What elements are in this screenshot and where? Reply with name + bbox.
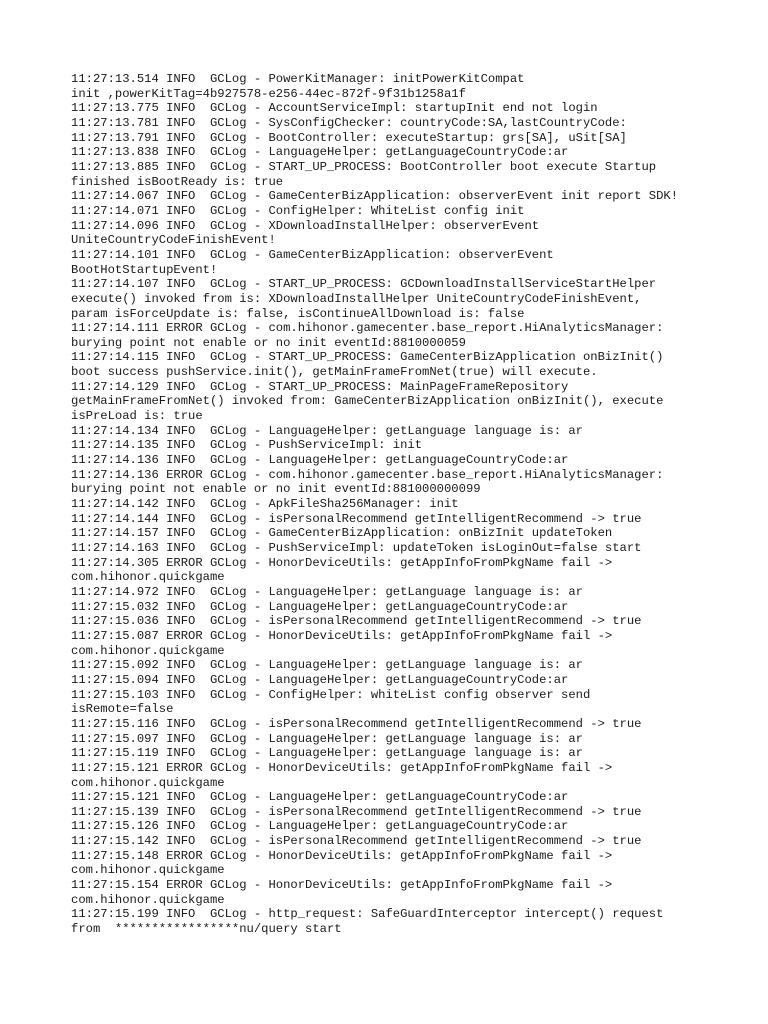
log-line: 11:27:14.144 INFO GCLog - isPersonalRecommend getIntelligentRecommend -> true bbox=[71, 511, 642, 526]
log-line: 11:27:14.157 INFO GCLog - GameCenterBizApplication: onBizInit updateToken bbox=[71, 526, 613, 541]
log-line: 11:27:15.126 INFO GCLog - LanguageHelper: getLanguageCountryCode:ar bbox=[71, 819, 569, 834]
log-line: 11:27:15.119 INFO GCLog - LanguageHelper: getLanguage language is: ar bbox=[71, 746, 583, 761]
log-line: 11:27:14.096 INFO GCLog - XDownloadInstallHelper: observerEvent bbox=[71, 218, 540, 233]
log-line: init ,powerKitTag=4b927578-e256-44ec-872f-9f31b1258a1f bbox=[71, 86, 466, 101]
log-line: 11:27:14.115 INFO GCLog - START_UP_PROCESS: GameCenterBizApplication onBizInit() bbox=[71, 350, 664, 365]
log-line: 11:27:14.101 INFO GCLog - GameCenterBizApplication: observerEvent bbox=[71, 247, 554, 262]
log-line: 11:27:14.135 INFO GCLog - PushServiceImpl: init bbox=[71, 438, 423, 453]
log-line: from *****************nu/query start bbox=[71, 922, 342, 937]
log-line: 11:27:14.163 INFO GCLog - PushServiceImpl: updateToken isLoginOut=false start bbox=[71, 541, 642, 555]
log-line: 11:27:14.111 ERROR GCLog - com.hihonor.gamecenter.base_report.HiAnalyticsManager: bbox=[71, 321, 664, 336]
log-line: 11:27:13.791 INFO GCLog - BootController: executeStartup: grs[SA], uSit[SA] bbox=[71, 130, 627, 145]
log-line: 11:27:15.148 ERROR GCLog - HonorDeviceUtils: getAppInfoFromPkgName fail -> bbox=[71, 848, 613, 863]
log-line: 11:27:14.071 INFO GCLog - ConfigHelper: WhiteList config init bbox=[71, 203, 525, 218]
log-line: execute() invoked from is: XDownloadInstallHelper UniteCountryCodeFinishEvent, bbox=[71, 291, 642, 306]
log-line: isRemote=false bbox=[71, 702, 174, 717]
log-line: param isForceUpdate is: false, isContinueAllDownload is: false bbox=[71, 306, 525, 321]
log-line: 11:27:15.094 INFO GCLog - LanguageHelper: getLanguageCountryCode:ar bbox=[71, 672, 569, 687]
log-line: 11:27:13.838 INFO GCLog - LanguageHelper: getLanguageCountryCode:ar bbox=[71, 145, 569, 160]
log-line: 11:27:14.129 INFO GCLog - START_UP_PROCESS: MainPageFrameRepository bbox=[71, 379, 569, 394]
log-line: com.hihonor.quickgame bbox=[71, 775, 225, 790]
log-line: burying point not enable or no init eventId:881000000099 bbox=[71, 482, 481, 497]
log-line: 11:27:15.154 ERROR GCLog - HonorDeviceUtils: getAppInfoFromPkgName fail -> bbox=[71, 878, 613, 893]
log-line: 11:27:15.032 INFO GCLog - LanguageHelper: getLanguageCountryCode:ar bbox=[71, 599, 569, 614]
log-line: 11:27:15.092 INFO GCLog - LanguageHelper: getLanguage language is: ar bbox=[71, 658, 583, 673]
log-line: 11:27:14.136 ERROR GCLog - com.hihonor.gamecenter.base_report.HiAnalyticsManager: bbox=[71, 467, 664, 482]
log-line: 11:27:15.142 INFO GCLog - isPersonalRecommend getIntelligentRecommend -> true bbox=[71, 834, 642, 849]
log-line: 11:27:15.121 ERROR GCLog - HonorDeviceUtils: getAppInfoFromPkgName fail -> bbox=[71, 760, 613, 775]
log-line: 11:27:15.087 ERROR GCLog - HonorDeviceUtils: getAppInfoFromPkgName fail -> bbox=[71, 628, 613, 643]
log-line: 11:27:13.514 INFO GCLog - PowerKitManager: initPowerKitCompat bbox=[71, 72, 525, 86]
log-line: isPreLoad is: true bbox=[71, 409, 203, 424]
log-line: 11:27:13.885 INFO GCLog - START_UP_PROCESS: BootController boot execute Startup bbox=[71, 159, 657, 174]
log-line: UniteCountryCodeFinishEvent! bbox=[71, 233, 276, 248]
log-line: 11:27:15.121 INFO GCLog - LanguageHelper: getLanguageCountryCode:ar bbox=[71, 790, 569, 805]
log-line: 11:27:14.305 ERROR GCLog - HonorDeviceUtils: getAppInfoFromPkgName fail -> bbox=[71, 555, 613, 570]
log-line: com.hihonor.quickgame bbox=[71, 643, 225, 658]
log-line: 11:27:14.067 INFO GCLog - GameCenterBizApplication: observerEvent init report SDK! bbox=[71, 189, 679, 204]
log-line: 11:27:14.142 INFO GCLog - ApkFileSha256Manager: init bbox=[71, 497, 459, 512]
log-line: 11:27:15.036 INFO GCLog - isPersonalRecommend getIntelligentRecommend -> true bbox=[71, 614, 642, 629]
log-line: 11:27:13.781 INFO GCLog - SysConfigChecker: countryCode:SA,lastCountryCode: bbox=[71, 115, 627, 130]
log-line: 11:27:13.775 INFO GCLog - AccountServiceImpl: startupInit end not login bbox=[71, 101, 598, 116]
log-line: 11:27:15.097 INFO GCLog - LanguageHelper: getLanguage language is: ar bbox=[71, 731, 583, 746]
log-document bbox=[71, 72, 751, 937]
log-line: 11:27:15.103 INFO GCLog - ConfigHelper: whiteList config observer send bbox=[71, 687, 591, 702]
log-line: 11:27:15.199 INFO GCLog - http_request: SafeGuardInterceptor intercept() request bbox=[71, 907, 664, 922]
log-line: 11:27:14.972 INFO GCLog - LanguageHelper: getLanguage language is: ar bbox=[71, 584, 583, 599]
log-line: com.hihonor.quickgame bbox=[71, 863, 225, 878]
log-line: finished isBootReady is: true bbox=[71, 174, 284, 189]
log-line: 11:27:14.136 INFO GCLog - LanguageHelper: getLanguageCountryCode:ar bbox=[71, 453, 569, 468]
log-line: com.hihonor.quickgame bbox=[71, 892, 225, 907]
log-line: 11:27:15.139 INFO GCLog - isPersonalRecommend getIntelligentRecommend -> true bbox=[71, 804, 642, 819]
log-line: 11:27:14.134 INFO GCLog - LanguageHelper: getLanguage language is: ar bbox=[71, 423, 583, 438]
log-line: 11:27:15.116 INFO GCLog - isPersonalRecommend getIntelligentRecommend -> true bbox=[71, 716, 642, 731]
log-line: getMainFrameFromNet() invoked from: GameCenterBizApplication onBizInit(), execute bbox=[71, 394, 664, 409]
log-line: BootHotStartupEvent! bbox=[71, 262, 218, 277]
log-line: com.hihonor.quickgame bbox=[71, 570, 225, 585]
log-line: boot success pushService.init(), getMainFrameFromNet(true) will execute. bbox=[71, 365, 598, 380]
log-line: burying point not enable or no init eventId:8810000059 bbox=[71, 335, 466, 350]
log-line: 11:27:14.107 INFO GCLog - START_UP_PROCESS: GCDownloadInstallServiceStartHelper bbox=[71, 277, 657, 292]
